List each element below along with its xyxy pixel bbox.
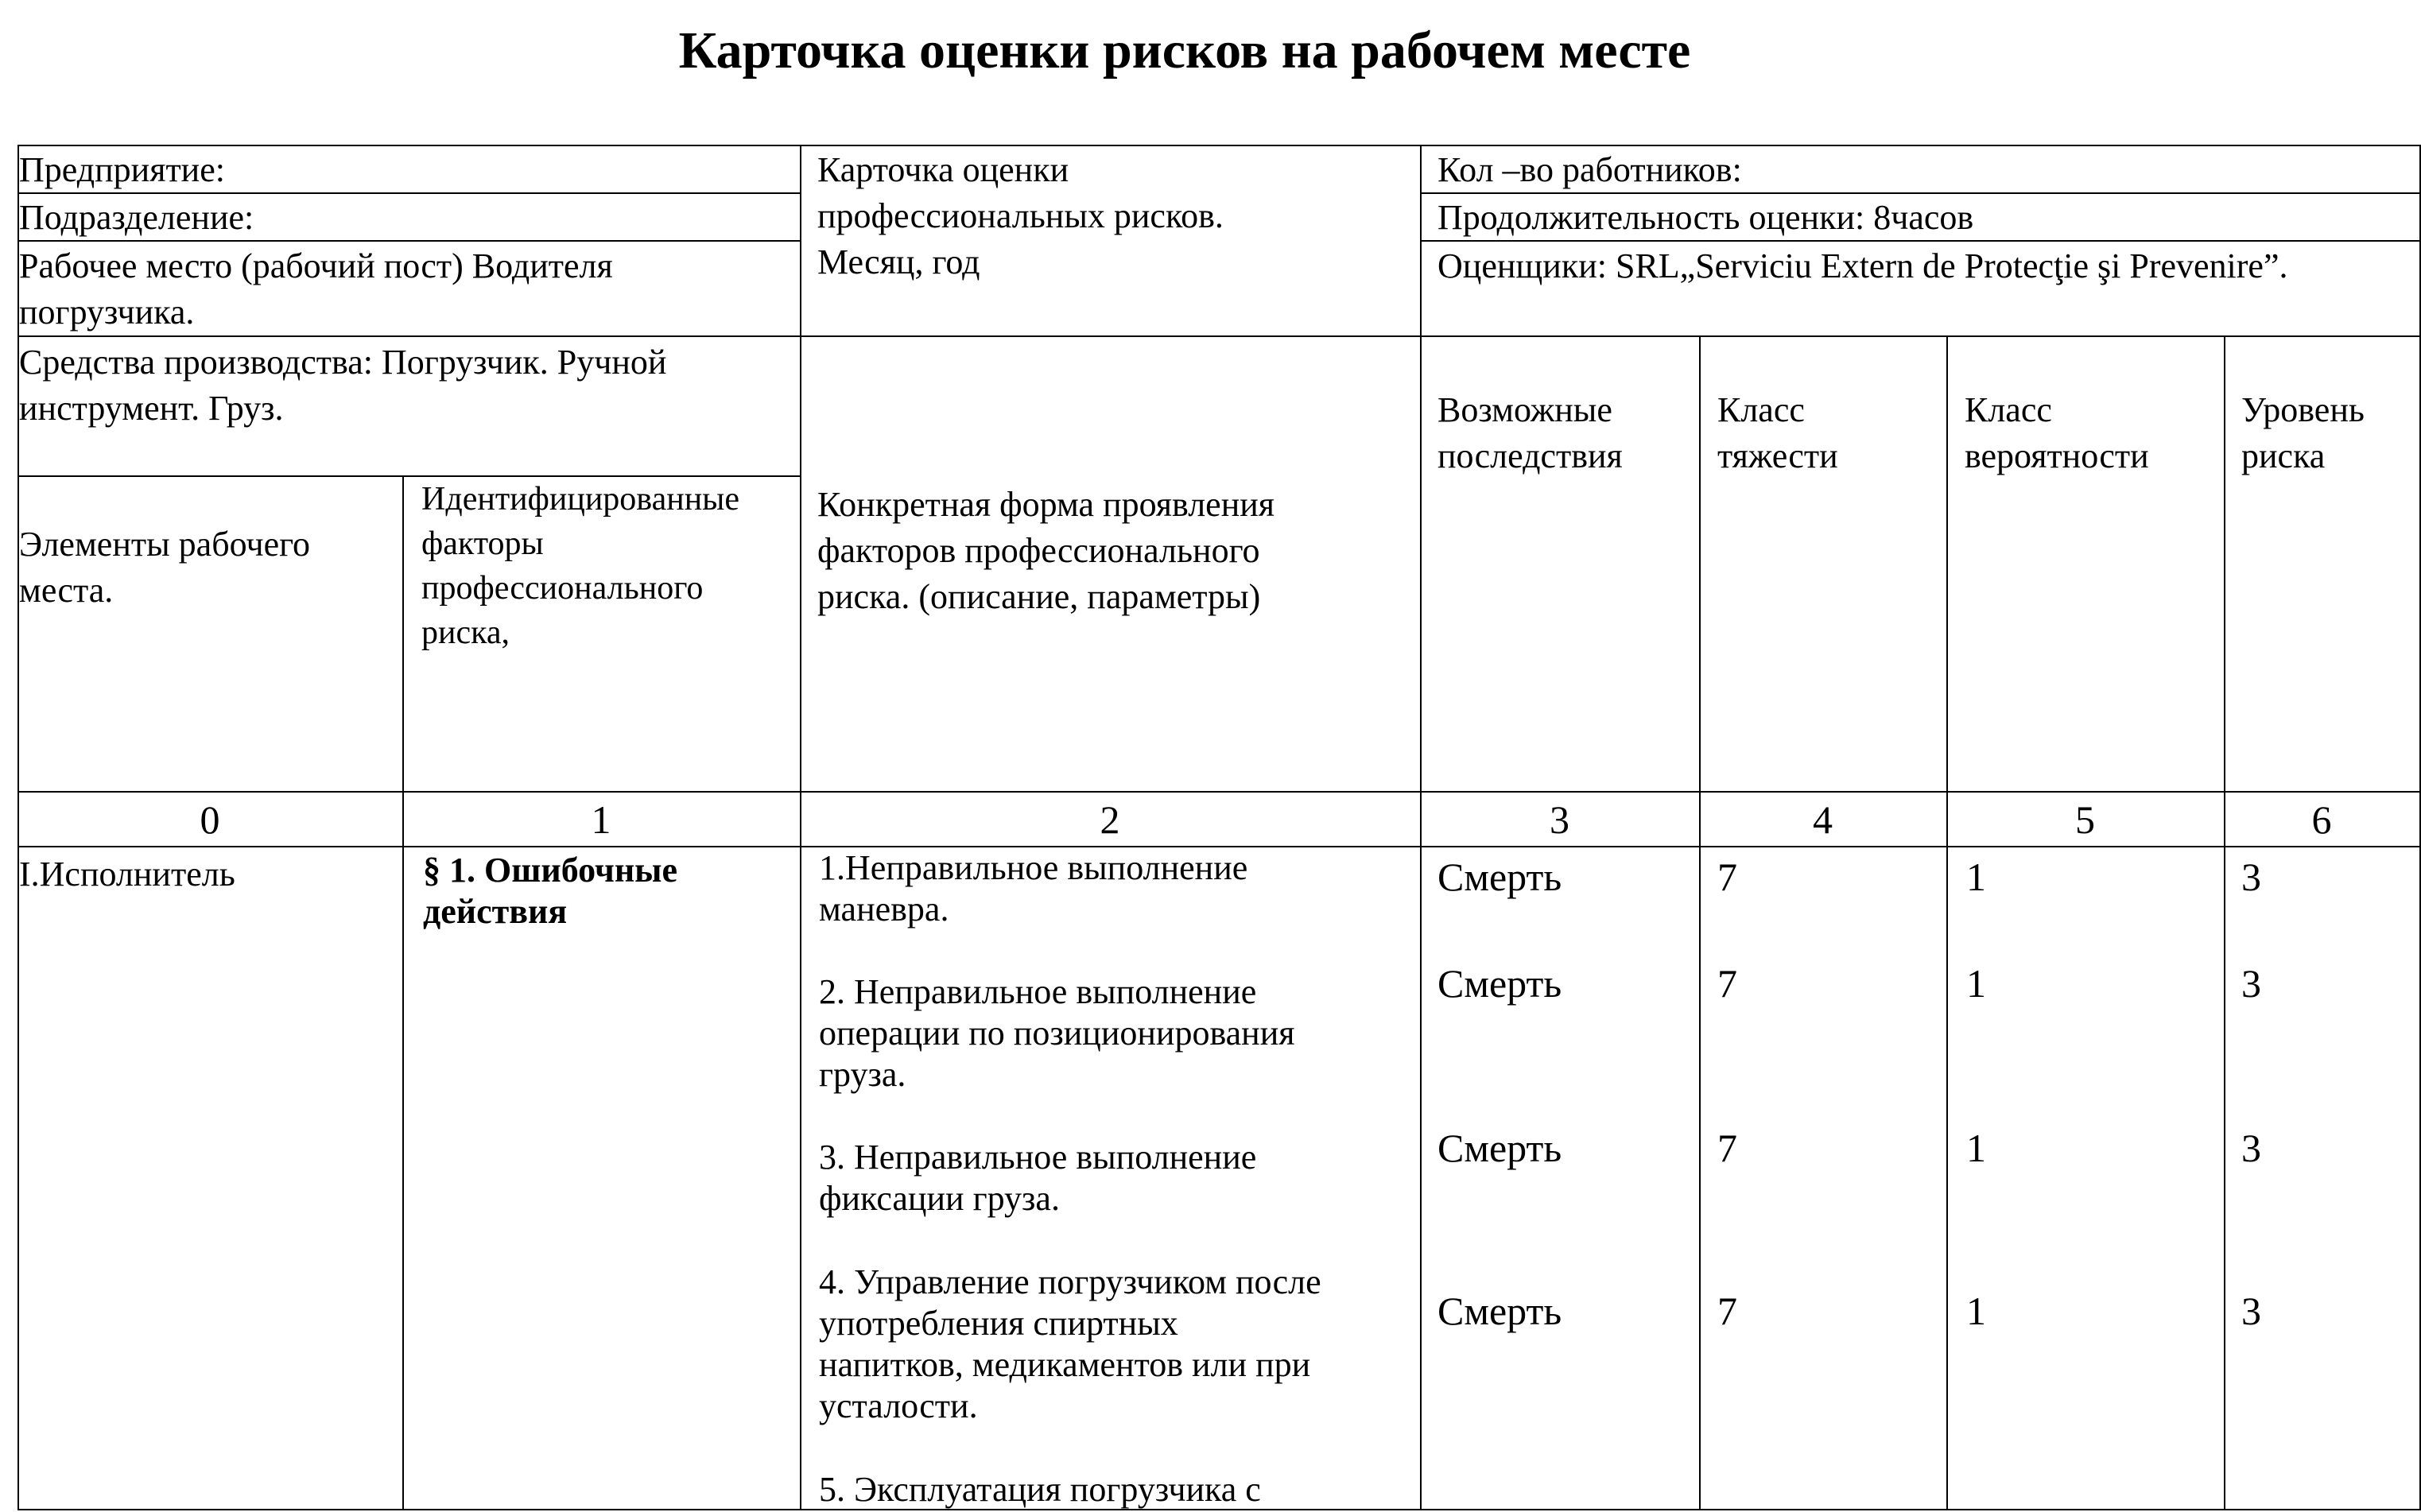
- risk-description-line: фиксации груза.: [819, 1179, 1060, 1218]
- card-label-line3: Месяц, год: [817, 242, 980, 281]
- consequence-value: Смерть: [1437, 1126, 1562, 1170]
- risk-description-line: напитков, медикаментов или при: [819, 1345, 1311, 1384]
- col-consequences-line1: Возможные: [1437, 390, 1612, 429]
- col-factors-line3: профессионального: [421, 570, 704, 607]
- risk-description-line: употребления спиртных: [819, 1304, 1178, 1343]
- col-factors-line4: риска,: [421, 614, 510, 651]
- duration-label: Продолжительность оценки: 8часов: [1437, 198, 1974, 237]
- means-label-line2: инструмент. Груз.: [19, 389, 284, 428]
- document-title: Карточка оценки рисков на рабочем месте: [678, 21, 1691, 79]
- card-label-line1: Карточка оценки: [817, 150, 1069, 189]
- workplace-label-line1: Рабочее место (рабочий пост) Водителя: [19, 246, 613, 285]
- column-number: 1: [591, 797, 611, 842]
- severity-value: 7: [1717, 1126, 1737, 1170]
- severity-value: 7: [1717, 1289, 1737, 1333]
- col-factors-line2: факторы: [421, 525, 544, 562]
- risk-description-line: усталости.: [819, 1386, 978, 1425]
- probability-value: 1: [1966, 1126, 1986, 1170]
- column-number: 6: [2311, 797, 2332, 842]
- risk-description-line: 1.Неправильное выполнение: [819, 848, 1248, 887]
- risk-description-line: 2. Неправильное выполнение: [819, 972, 1257, 1011]
- subdivision-label: Подразделение:: [19, 198, 254, 237]
- factor-title-line1: § 1. Ошибочные: [423, 851, 678, 890]
- col-probability-line1: Класс: [1965, 390, 2052, 429]
- risk-description-line: маневра.: [819, 890, 949, 929]
- risk-level-value: 3: [2241, 1126, 2261, 1170]
- col-form-line3: риска. (описание, параметры): [817, 577, 1261, 616]
- workplace-label-line2: погрузчика.: [19, 293, 195, 331]
- col-form-line1: Конкретная форма проявления: [817, 485, 1275, 524]
- col-severity-line1: Класс: [1717, 390, 1805, 429]
- column-number: 0: [200, 797, 220, 842]
- col-level-line1: Уровень: [2241, 390, 2365, 429]
- workers-count-label: Кол –во работников:: [1437, 150, 1742, 189]
- col-level-line2: риска: [2241, 436, 2326, 475]
- col-elements-line1: Элементы рабочего: [19, 525, 311, 564]
- workplace-element: I.Исполнитель: [19, 855, 235, 894]
- column-number: 5: [2075, 797, 2095, 842]
- risk-description-line: 3. Неправильное выполнение: [819, 1138, 1257, 1177]
- column-number: 3: [1550, 797, 1569, 842]
- risk-level-value: 3: [2241, 855, 2261, 899]
- column-number: 4: [1813, 797, 1833, 842]
- risk-level-value: 3: [2241, 1289, 2261, 1333]
- probability-value: 1: [1966, 1289, 1986, 1333]
- severity-value: 7: [1717, 855, 1737, 899]
- consequence-value: Смерть: [1437, 961, 1562, 1006]
- risk-description-line: операции по позиционирования: [819, 1014, 1295, 1053]
- severity-value: 7: [1717, 961, 1737, 1006]
- probability-value: 1: [1966, 961, 1986, 1006]
- col-elements-line2: места.: [19, 571, 114, 610]
- col-form-line2: факторов профессионального: [817, 531, 1260, 570]
- means-label-line1: Средства производства: Погрузчик. Ручной: [19, 343, 667, 382]
- col-consequences-line2: последствия: [1437, 436, 1623, 475]
- consequence-value: Смерть: [1437, 855, 1562, 899]
- risk-description-line: груза.: [819, 1055, 906, 1094]
- risk-level-value: 3: [2241, 961, 2261, 1006]
- assessors-label: Оценщики: SRL„Serviciu Extern de Protecţie şi Prevenire”.: [1437, 246, 2288, 285]
- factor-title-line2: действия: [423, 892, 568, 931]
- column-number: 2: [1100, 797, 1120, 842]
- risk-description-line: 5. Эксплуатация погрузчика с: [819, 1470, 1261, 1509]
- enterprise-label: Предприятие:: [19, 150, 225, 189]
- consequence-value: Смерть: [1437, 1289, 1562, 1333]
- risk-description-line: 4. Управление погрузчиком после: [819, 1262, 1321, 1301]
- card-label-line2: профессиональных рисков.: [817, 196, 1224, 235]
- probability-value: 1: [1966, 855, 1986, 899]
- col-factors-line1: Идентифицированные: [421, 481, 740, 518]
- col-probability-line2: вероятности: [1965, 436, 2149, 475]
- col-severity-line2: тяжести: [1717, 436, 1838, 475]
